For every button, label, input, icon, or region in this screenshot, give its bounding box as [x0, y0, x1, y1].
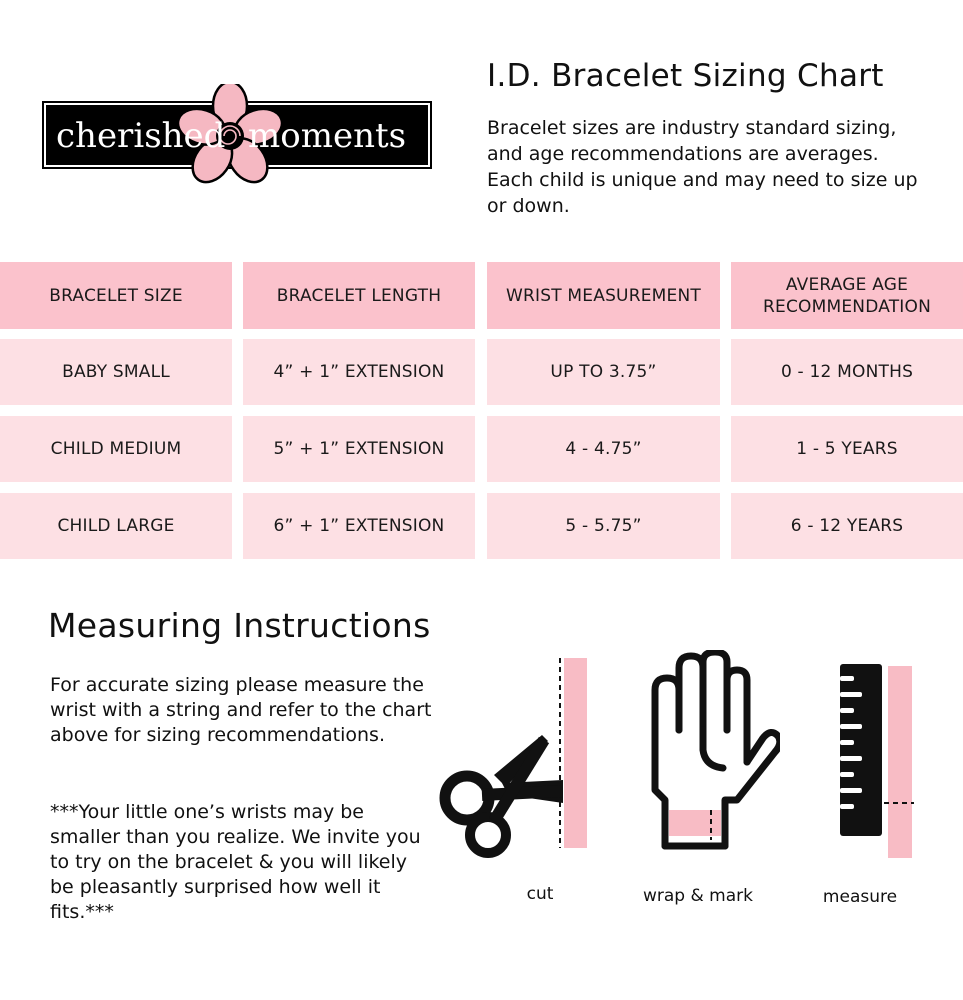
scissors-icon	[432, 655, 592, 865]
step-caption-wrap-and-mark: wrap & mark	[643, 886, 753, 906]
table-cell: 6” + 1” EXTENSION	[243, 493, 475, 559]
table-cell: 5” + 1” EXTENSION	[243, 416, 475, 482]
header-wrist-measurement: WRIST MEASUREMENT	[487, 262, 720, 329]
instructions-heading: Measuring Instructions	[48, 606, 431, 645]
table-cell: 0 - 12 MONTHS	[731, 339, 963, 405]
header-bracelet-length: BRACELET LENGTH	[243, 262, 475, 329]
table-cell: 1 - 5 YEARS	[731, 416, 963, 482]
header-bracelet-size: BRACELET SIZE	[0, 262, 232, 329]
ruler-icon	[838, 662, 918, 862]
logo-text-left: cherished	[56, 116, 226, 156]
logo-text-right: moments	[248, 116, 407, 156]
instructions-note: ***Your little one’s wrists may be smaller than you realize. We invite you to try on the bracelet & you will likely be pleasantly surprised how well it fits.***	[50, 801, 421, 923]
table-cell: UP TO 3.75”	[487, 339, 720, 405]
page-title: I.D. Bracelet Sizing Chart	[487, 58, 884, 94]
instructions-paragraph: For accurate sizing please measure the wrist with a string and refer to the chart above for sizing recommendations.	[50, 674, 432, 746]
intro-text: Bracelet sizes are industry standard sizing, and age recommendations are averages. Each child is unique and may need to size up or down.	[487, 117, 918, 217]
table-cell: 4” + 1” EXTENSION	[243, 339, 475, 405]
table-cell: 5 - 5.75”	[487, 493, 720, 559]
table-cell: BABY SMALL	[0, 339, 232, 405]
table-cell: CHILD MEDIUM	[0, 416, 232, 482]
table-cell: 4 - 4.75”	[487, 416, 720, 482]
step-caption-measure: measure	[822, 887, 898, 907]
step-caption-cut: cut	[526, 884, 554, 904]
table-cell: CHILD LARGE	[0, 493, 232, 559]
cherished-moments-logo	[42, 84, 432, 190]
table-cell: 6 - 12 YEARS	[731, 493, 963, 559]
hand-icon	[645, 650, 780, 855]
header-age-recommendation: AVERAGE AGE RECOMMENDATION	[731, 262, 963, 329]
